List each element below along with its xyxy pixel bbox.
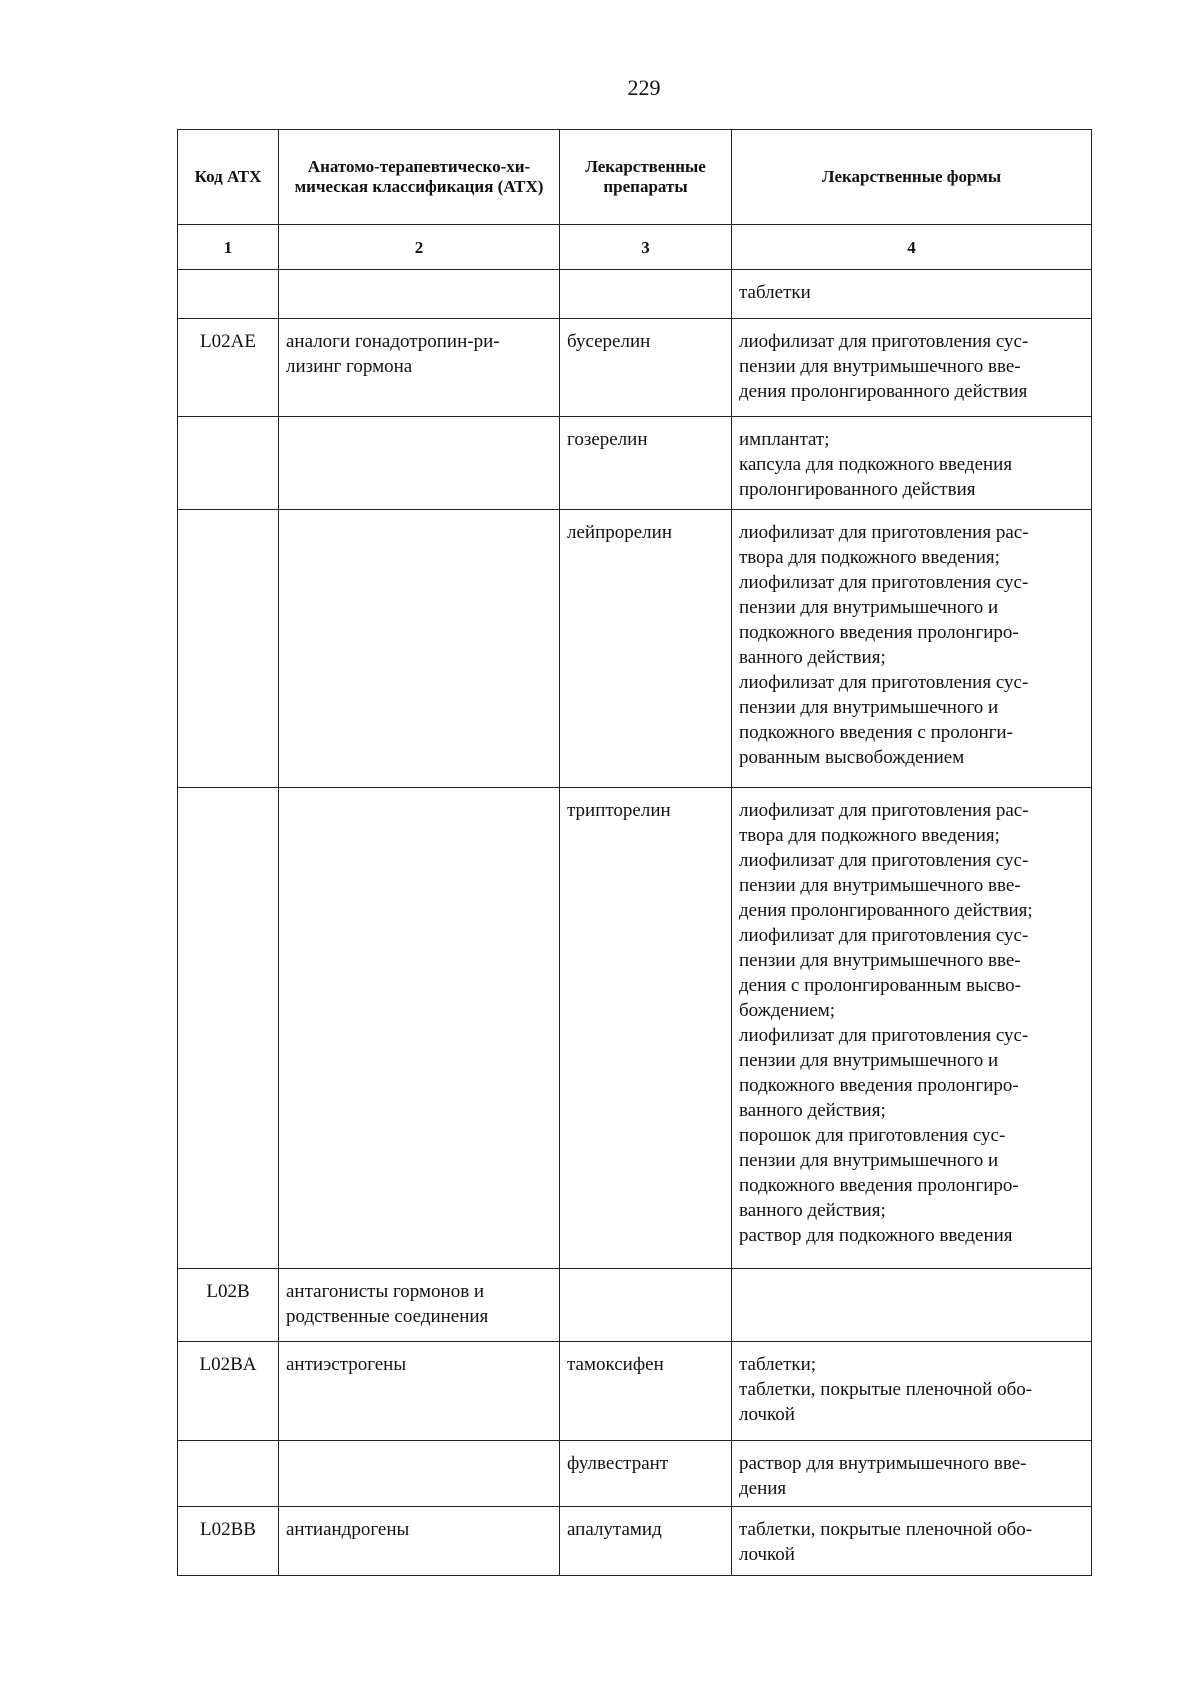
classification-line: лизинг гормона [286, 356, 413, 377]
dosage-form-line: ванного действия; [739, 1100, 886, 1121]
dosage-form-line: раствор для подкожного введения [739, 1225, 1013, 1246]
drug-cell: апалутамид [560, 1507, 732, 1576]
dosage-form-line: подкожного введения с пролонги- [739, 722, 1013, 743]
dosage-form-line: порошок для приготовления сус- [739, 1125, 1006, 1146]
table-row [178, 1507, 1092, 1576]
dosage-form-line: пензии для внутримышечного и [739, 1050, 999, 1071]
header-code: Код АТХ [178, 130, 279, 225]
dosage-form-line: пензии для внутримышечного вве- [739, 356, 1021, 377]
atx-code-cell: L02AE [178, 319, 279, 417]
dosage-form-line: имплантат; [739, 429, 830, 450]
drug-cell: фулвестрант [560, 1441, 732, 1507]
drug-cell: гозерелин [560, 417, 732, 510]
classification-line: аналоги гонадотропин-ри- [286, 331, 500, 352]
atx-code-cell: L02BA [178, 1342, 279, 1441]
dosage-form-line: дения [739, 1478, 787, 1499]
atx-table [177, 129, 1092, 1576]
drug-cell [560, 1269, 732, 1342]
header-classification: Анатомо-терапевтическо-хи-мическая классификация (АТХ) [279, 130, 560, 225]
dosage-form-line: таблетки, покрытые пленочной обо- [739, 1379, 1033, 1400]
dosage-form-line: пензии для внутримышечного и [739, 697, 999, 718]
dosage-form-line: лиофилизат для приготовления сус- [739, 672, 1029, 693]
dosage-form-line: дения пролонгированного действия; [739, 900, 1033, 921]
dosage-forms-cell [732, 417, 1092, 510]
dosage-forms-cell [732, 1441, 1092, 1507]
table-row [178, 1269, 1092, 1342]
drug-cell: тамоксифен [560, 1342, 732, 1441]
dosage-form-line: дения с пролонгированным высво- [739, 975, 1022, 996]
drug-cell: трипторелин [560, 788, 732, 1269]
dosage-forms-cell [732, 270, 1092, 319]
table-body [178, 270, 1092, 1576]
dosage-form-line: лочкой [739, 1544, 795, 1565]
column-number: 2 [279, 225, 560, 270]
atx-code-cell: L02BB [178, 1507, 279, 1576]
dosage-form-line: дения пролонгированного действия [739, 381, 1028, 402]
dosage-form-line: лиофилизат для приготовления сус- [739, 572, 1029, 593]
dosage-form-line: ванного действия; [739, 647, 886, 668]
dosage-form-line: пензии для внутримышечного вве- [739, 875, 1021, 896]
dosage-form-line: таблетки; [739, 1354, 817, 1375]
dosage-form-line: таблетки [739, 282, 811, 303]
table-row [178, 417, 1092, 510]
dosage-form-line: твора для подкожного введения; [739, 547, 1000, 568]
dosage-form-line: ванного действия; [739, 1200, 886, 1221]
dosage-form-line: лиофилизат для приготовления рас- [739, 800, 1029, 821]
dosage-form-line: подкожного введения пролонгиро- [739, 1075, 1019, 1096]
dosage-form-line: пензии для внутримышечного и [739, 1150, 999, 1171]
dosage-form-line: бождением; [739, 1000, 835, 1021]
dosage-forms-cell [732, 1342, 1092, 1441]
table-row [178, 319, 1092, 417]
atx-code-cell [178, 1441, 279, 1507]
atx-code-cell [178, 510, 279, 788]
classification-line: родственные соединения [286, 1306, 489, 1327]
header-drugs: Лекарственные препараты [560, 130, 732, 225]
dosage-form-line: раствор для внутримышечного вве- [739, 1453, 1027, 1474]
dosage-form-line: твора для подкожного введения; [739, 825, 1000, 846]
dosage-forms-cell [732, 1507, 1092, 1576]
dosage-form-line: лиофилизат для приготовления сус- [739, 331, 1029, 352]
dosage-form-line: таблетки, покрытые пленочной обо- [739, 1519, 1033, 1540]
dosage-forms-cell [732, 319, 1092, 417]
atx-code-cell: L02B [178, 1269, 279, 1342]
dosage-form-line: подкожного введения пролонгиро- [739, 1175, 1019, 1196]
dosage-form-line: лочкой [739, 1404, 795, 1425]
classification-cell [279, 1342, 560, 1441]
dosage-form-line: лиофилизат для приготовления рас- [739, 522, 1029, 543]
header-forms: Лекарственные формы [732, 130, 1092, 225]
dosage-form-line: лиофилизат для приготовления сус- [739, 850, 1029, 871]
classification-cell [279, 319, 560, 417]
table-row [178, 270, 1092, 319]
table-row [178, 1342, 1092, 1441]
column-number-row [178, 225, 1092, 270]
dosage-form-line: подкожного введения пролонгиро- [739, 622, 1019, 643]
column-number: 3 [560, 225, 732, 270]
drug-cell [560, 270, 732, 319]
atx-code-cell [178, 270, 279, 319]
dosage-form-line: пролонгированного действия [739, 479, 976, 500]
classification-cell [279, 510, 560, 788]
dosage-form-line: лиофилизат для приготовления сус- [739, 925, 1029, 946]
classification-line: антиандрогены [286, 1519, 410, 1540]
classification-cell [279, 788, 560, 1269]
table-row [178, 788, 1092, 1269]
table-row [178, 510, 1092, 788]
dosage-forms-cell [732, 1269, 1092, 1342]
classification-line: антиэстрогены [286, 1354, 407, 1375]
drug-cell: лейпрорелин [560, 510, 732, 788]
classification-cell [279, 1441, 560, 1507]
dosage-form-line: капсула для подкожного введения [739, 454, 1013, 475]
page-number: 229 [627, 75, 661, 100]
classification-cell [279, 1507, 560, 1576]
classification-cell [279, 417, 560, 510]
drug-cell: бусерелин [560, 319, 732, 417]
dosage-form-line: лиофилизат для приготовления сус- [739, 1025, 1029, 1046]
dosage-forms-cell [732, 510, 1092, 788]
classification-line: антагонисты гормонов и [286, 1281, 485, 1302]
atx-code-cell [178, 788, 279, 1269]
dosage-form-line: пензии для внутримышечного вве- [739, 950, 1021, 971]
dosage-form-line: рованным высвобождением [739, 747, 965, 768]
table-row [178, 1441, 1092, 1507]
atx-code-cell [178, 417, 279, 510]
column-number: 4 [732, 225, 1092, 270]
classification-cell [279, 1269, 560, 1342]
classification-cell [279, 270, 560, 319]
dosage-forms-cell [732, 788, 1092, 1269]
column-number: 1 [178, 225, 279, 270]
header-row [178, 130, 1092, 225]
dosage-form-line: пензии для внутримышечного и [739, 597, 999, 618]
